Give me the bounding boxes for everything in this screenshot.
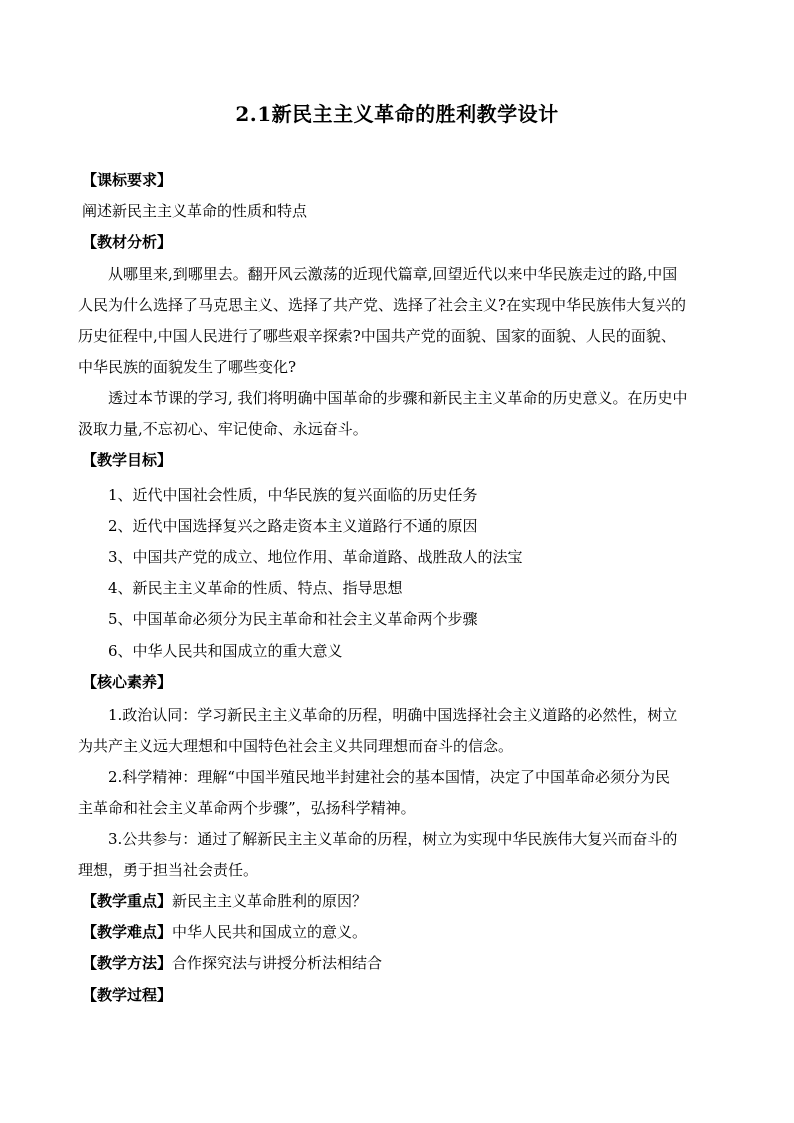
difficulty-text: 中华人民共和国成立的意义。: [172, 923, 368, 941]
document-title: 2.1新民主主义革命的胜利教学设计: [235, 102, 559, 126]
goals-heading: 【教学目标】: [82, 451, 173, 469]
literacy-line-2: 为共产主义远大理想和中国特色社会主义共同理想而奋斗的信念。: [78, 737, 514, 755]
goal-item-2: 2、近代中国选择复兴之路走资本主义道路行不通的原因: [108, 517, 478, 535]
goal-item-6: 6、中华人民共和国成立的重大意义: [108, 642, 343, 660]
method-row: [82, 953, 722, 973]
key-point-text: 新民主主义革命胜利的原因？: [172, 892, 368, 910]
difficulty-row: [82, 922, 722, 942]
material-p2-line1: 透过本节课的学习, 我们将明确中国革命的步骤和新民主主义革命的历史意义。在历史中: [108, 389, 688, 407]
process-heading: 【教学过程】: [82, 986, 173, 1004]
literacy-line-1: 1.政治认同：学习新民主主义革命的历程，明确中国选择社会主义道路的必然性，树立: [108, 706, 678, 724]
key-point-row: [82, 891, 722, 911]
material-p2-line2: 汲取力量,不忘初心、牢记使命、永远奋斗。: [78, 420, 368, 438]
method-heading: 【教学方法】: [82, 954, 173, 972]
literacy-line-5: 3.公共参与：通过了解新民主主义革命的历程，树立为实现中华民族伟大复兴而奋斗的: [108, 830, 678, 848]
literacy-line-3: 2.科学精神：理解“中国半殖民地半封建社会的基本国情，决定了中国革命必须分为民: [108, 768, 670, 786]
literacy-line-4: 主革命和社会主义革命两个步骤”，弘扬科学精神。: [78, 799, 416, 817]
material-p1-line1: 从哪里来,到哪里去。翻开风云激荡的近现代篇章,回望近代以来中华民族走过的路,中国: [108, 265, 678, 283]
material-p1-line2: 人民为什么选择了马克思主义、选择了共产党、选择了社会主义?在实现中华民族伟大复兴的: [78, 296, 687, 314]
goal-item-5: 5、中国革命必须分为民主革命和社会主义革命两个步骤: [108, 610, 478, 628]
key-point-heading: 【教学重点】: [82, 892, 173, 910]
material-heading: 【教材分析】: [82, 233, 173, 251]
material-p1-line3: 历史征程中,中国人民进行了哪些艰辛探索?中国共产党的面貌、国家的面貌、人民的面貌、: [78, 327, 676, 345]
goal-item-3: 3、中国共产党的成立、地位作用、革命道路、战胜敌人的法宝: [108, 548, 523, 566]
difficulty-heading: 【教学难点】: [82, 923, 173, 941]
goal-item-4: 4、新民主主义革命的性质、特点、指导思想: [108, 579, 403, 597]
literacy-line-6: 理想，勇于担当社会责任。: [78, 861, 259, 879]
curriculum-heading: 【课标要求】: [82, 171, 173, 189]
material-p1-line4: 中华民族的面貌发生了哪些变化?: [78, 358, 297, 376]
curriculum-text: 阐述新民主主义革命的性质和特点: [82, 202, 308, 220]
literacy-heading: 【核心素养】: [82, 673, 173, 691]
method-text: 合作探究法与讲授分析法相结合: [172, 954, 383, 972]
goal-item-1: 1、近代中国社会性质，中华民族的复兴面临的历史任务: [108, 486, 478, 504]
